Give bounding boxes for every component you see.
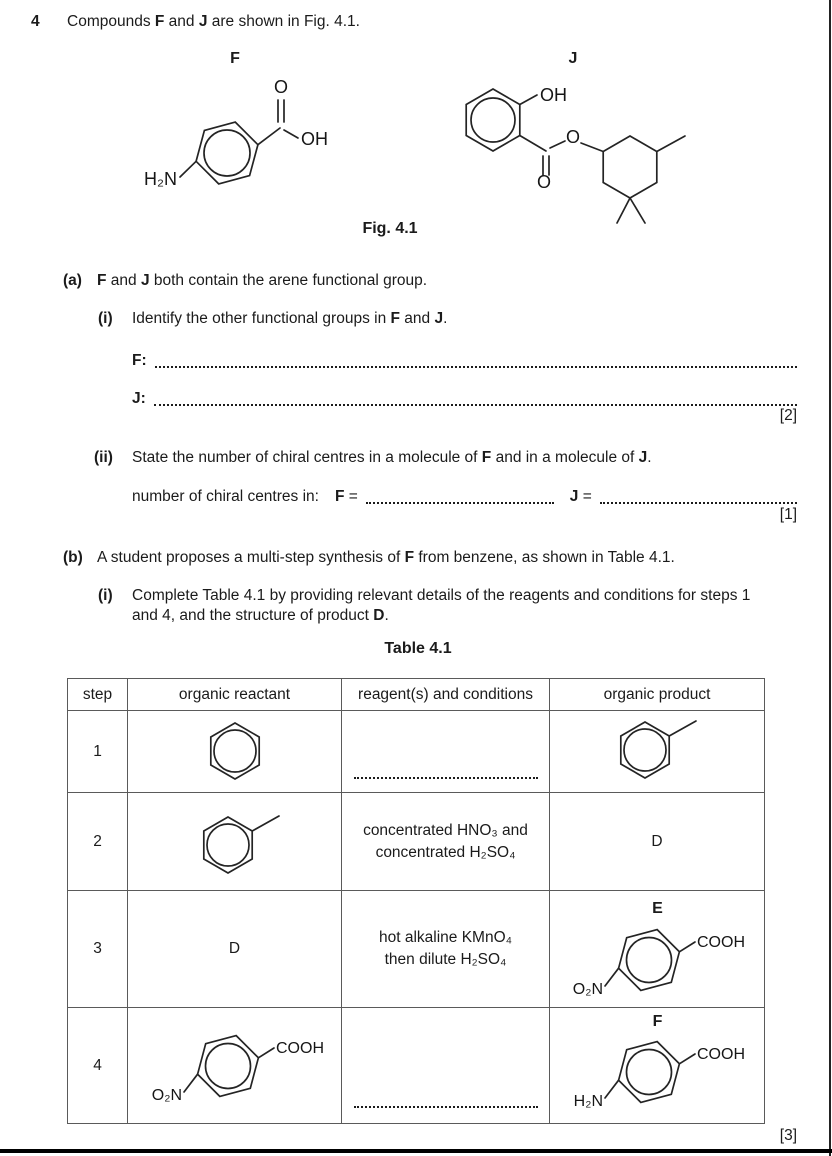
benzene-ring <box>211 723 259 779</box>
aromatic-circle <box>471 98 515 142</box>
reagent-cell <box>342 793 550 891</box>
aromatic-circle <box>207 824 249 866</box>
dotted-answer-line <box>354 767 538 779</box>
benzene-ring <box>621 722 669 778</box>
cooh-label: COOH <box>276 1040 324 1057</box>
part-a-i-prompt: Identify the other functional groups in F and J. <box>132 310 448 327</box>
structure-aminobenzoic-acid <box>564 1025 745 1115</box>
step-cell: 2 <box>68 793 128 891</box>
product-label-F: F <box>652 1013 663 1030</box>
benzene-ring <box>196 122 258 184</box>
carbonyl-o-label: O <box>273 77 289 97</box>
ester-o-label: O <box>565 127 581 147</box>
part-b-i-marker: (i) <box>98 587 113 604</box>
reagent-text: concentrated H₂SO₄ <box>375 843 516 861</box>
part-b-i-prompt-line1: Complete Table 4.1 by providing relevant details of the reagents and conditions for steps 1 <box>132 587 751 604</box>
answer-j-label: J: <box>132 390 146 407</box>
j-equals: J = <box>569 488 592 505</box>
question-intro: Compounds F and J are shown in Fig. 4.1. <box>67 13 360 30</box>
page-edge-line <box>829 0 831 1156</box>
hydroxyl-label: OH <box>301 129 328 149</box>
amine-label: H₂N <box>573 1093 603 1110</box>
aromatic-circle <box>627 938 672 983</box>
marks-a-i: [2] <box>779 407 797 424</box>
reactant-label-D: D <box>128 891 342 1008</box>
structure-benzene <box>205 721 265 781</box>
header-organic-product: organic product <box>550 679 765 711</box>
dotted-answer-line <box>600 488 797 504</box>
page-bottom-rule <box>0 1149 832 1153</box>
aromatic-circle <box>206 1044 251 1089</box>
step-cell: 3 <box>68 891 128 1008</box>
part-a-ii-prompt: State the number of chiral centres in a molecule of F and in a molecule of J. <box>132 449 652 466</box>
carbonyl-o-label: O <box>536 172 552 192</box>
benzene-ring <box>619 1042 680 1103</box>
phenol-oh-label: OH <box>540 85 567 105</box>
reagent-cell <box>342 711 550 793</box>
dotted-answer-line <box>154 390 797 406</box>
cooh-label: COOH <box>697 1046 745 1063</box>
dotted-answer-line <box>366 488 554 504</box>
reagent-text: concentrated HNO₃ and <box>363 821 528 839</box>
answer-line-F <box>132 350 797 370</box>
benzene-ring <box>198 1036 259 1097</box>
dotted-answer-line <box>155 352 797 368</box>
marks-a-ii: [1] <box>779 506 797 523</box>
reagent-cell <box>342 891 550 1008</box>
benzene-ring <box>619 930 680 991</box>
reagent-text: hot alkaline KMnO₄ <box>379 929 512 946</box>
amine-label: H₂N <box>144 169 177 189</box>
nitro-label: O₂N <box>572 981 603 998</box>
step-cell: 4 <box>68 1008 128 1124</box>
structure-methylbenzene <box>178 797 283 877</box>
part-a-ii-marker: (ii) <box>94 449 113 466</box>
compound-j-label: J <box>568 50 578 67</box>
f-equals: F = <box>334 488 358 505</box>
answer-line-J <box>132 388 797 408</box>
structure-methylbenzene <box>595 702 700 782</box>
question-number: 4 <box>31 13 40 30</box>
structure-nitrobenzoic-acid <box>564 913 745 1003</box>
cooh-label: COOH <box>697 934 745 951</box>
header-organic-reactant: organic reactant <box>128 679 342 711</box>
part-b-marker: (b) <box>63 549 83 566</box>
table-row <box>68 793 765 891</box>
part-b-i-prompt-line2: and 4, and the structure of product D. <box>132 607 389 624</box>
table-caption: Table 4.1 <box>384 640 452 657</box>
marks-b-i: [3] <box>779 1127 797 1144</box>
chiral-centres-answer-line <box>132 486 797 506</box>
product-label-D: D <box>550 793 765 891</box>
step-cell: 1 <box>68 711 128 793</box>
part-b-intro: A student proposes a multi-step synthesis of F from benzene, as shown in Table 4.1. <box>97 549 675 566</box>
header-reagents-conditions: reagent(s) and conditions <box>342 679 550 711</box>
product-label-E: E <box>652 900 663 917</box>
aromatic-circle <box>627 1050 672 1095</box>
part-a-i-marker: (i) <box>98 310 113 327</box>
aromatic-circle <box>204 130 250 176</box>
aromatic-circle <box>624 729 666 771</box>
structure-nitrobenzoic-acid <box>143 1019 324 1109</box>
aromatic-circle <box>214 730 256 772</box>
part-a-marker: (a) <box>63 272 82 289</box>
answer-f-label: F: <box>132 352 147 369</box>
figure-caption: Fig. 4.1 <box>362 220 418 237</box>
structure-compound-F <box>130 75 360 215</box>
header-step: step <box>68 679 128 711</box>
part-a-intro: F and J both contain the arene functional group. <box>97 272 428 289</box>
benzene-ring <box>204 817 252 873</box>
reagent-text: then dilute H₂SO₄ <box>384 951 507 968</box>
chiral-answer-prefix: number of chiral centres in: <box>132 488 319 505</box>
dotted-answer-line <box>354 1096 538 1108</box>
compound-f-label: F <box>230 50 240 67</box>
nitro-label: O₂N <box>151 1087 182 1104</box>
cyclohexane-ring <box>603 136 657 198</box>
